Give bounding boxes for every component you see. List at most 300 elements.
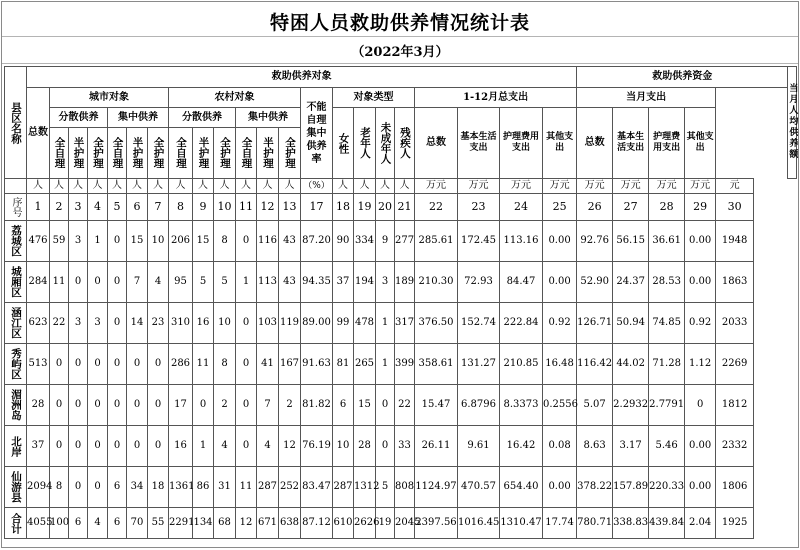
table-cell: 287 bbox=[257, 467, 279, 508]
table-cell: 17 bbox=[169, 385, 193, 426]
table-cell: 0 bbox=[148, 426, 169, 467]
index-cell: 7 bbox=[148, 194, 169, 221]
table-cell: 0 bbox=[148, 385, 169, 426]
table-cell: 10 bbox=[333, 426, 354, 467]
table-cell: 87.12 bbox=[301, 508, 333, 539]
table-cell: 113.16 bbox=[500, 221, 543, 262]
table-cell: 91.63 bbox=[301, 344, 333, 385]
table-cell: 55 bbox=[148, 508, 169, 539]
table-cell: 22 bbox=[395, 385, 415, 426]
index-cell: 6 bbox=[127, 194, 148, 221]
table-cell: 0 bbox=[50, 385, 69, 426]
unit-cell: 人 bbox=[354, 179, 376, 194]
table-cell: 37 bbox=[27, 426, 50, 467]
table-cell: 1863 bbox=[716, 262, 754, 303]
table-cell: 610 bbox=[333, 508, 354, 539]
table-cell: 0 bbox=[108, 262, 127, 303]
table-cell: 220.33 bbox=[649, 467, 685, 508]
table-cell: 287 bbox=[333, 467, 354, 508]
table-cell: 285.61 bbox=[415, 221, 458, 262]
table-cell: 8 bbox=[50, 467, 69, 508]
table-cell: 3 bbox=[376, 262, 395, 303]
table-cell: 33 bbox=[395, 426, 415, 467]
unit-cell: 万元 bbox=[685, 179, 716, 194]
table-cell: 84.47 bbox=[500, 262, 543, 303]
table-cell: 31 bbox=[214, 467, 236, 508]
table-cell: 16.42 bbox=[500, 426, 543, 467]
table-cell: 1 bbox=[236, 262, 257, 303]
table-cell: 0 bbox=[50, 426, 69, 467]
index-cell: 19 bbox=[354, 194, 376, 221]
table-cell: 1.12 bbox=[685, 344, 716, 385]
table-row bbox=[5, 385, 797, 426]
table-cell: 94.35 bbox=[301, 262, 333, 303]
table-cell: 126.71 bbox=[577, 303, 613, 344]
county-name-cell: 合计 bbox=[5, 508, 27, 539]
table-cell: 152.74 bbox=[458, 303, 500, 344]
table-cell: 808 bbox=[395, 467, 415, 508]
table-cell: 189 bbox=[395, 262, 415, 303]
table-cell: 252 bbox=[279, 467, 301, 508]
table-cell: 74.85 bbox=[649, 303, 685, 344]
index-cell: 25 bbox=[543, 194, 577, 221]
table-cell: 0.08 bbox=[543, 426, 577, 467]
minors-header: 未成年人 bbox=[376, 108, 395, 179]
index-cell: 9 bbox=[193, 194, 214, 221]
table-cell: 0.00 bbox=[685, 262, 716, 303]
table-cell: 89.00 bbox=[301, 303, 333, 344]
table-cell: 0 bbox=[236, 426, 257, 467]
table-cell: 16 bbox=[193, 303, 214, 344]
table-cell: 317 bbox=[395, 303, 415, 344]
table-cell: 2291 bbox=[169, 508, 193, 539]
table-cell: 15.47 bbox=[415, 385, 458, 426]
table-cell: 43 bbox=[279, 221, 301, 262]
header-row-1 bbox=[5, 67, 797, 88]
female-header: 女性 bbox=[333, 108, 354, 179]
disabled-header: 残疾人 bbox=[395, 108, 415, 179]
table-cell: 116.42 bbox=[577, 344, 613, 385]
rural-centralized-header: 集中供养 bbox=[236, 108, 301, 128]
urban-centralized-full-care: 全护理 bbox=[148, 128, 169, 179]
table-cell: 90 bbox=[333, 221, 354, 262]
table-cell: 12 bbox=[236, 508, 257, 539]
unit-cell: 人 bbox=[395, 179, 415, 194]
urban-centralized-header: 集中供养 bbox=[108, 108, 169, 128]
table-cell: 15 bbox=[127, 221, 148, 262]
table-cell: 4 bbox=[88, 508, 108, 539]
table-cell: 0 bbox=[236, 385, 257, 426]
table-cell: 12 bbox=[279, 426, 301, 467]
table-cell: 1312 bbox=[354, 467, 376, 508]
table-cell: 0 bbox=[88, 344, 108, 385]
unit-cell: 人 bbox=[50, 179, 69, 194]
table-cell: 5.46 bbox=[649, 426, 685, 467]
table-cell: 0 bbox=[50, 344, 69, 385]
unit-cell: 人 bbox=[257, 179, 279, 194]
table-cell: 2045 bbox=[395, 508, 415, 539]
table-cell: 0.00 bbox=[685, 221, 716, 262]
table-cell: 1812 bbox=[716, 385, 754, 426]
table-cell: 1925 bbox=[716, 508, 754, 539]
table-cell: 15 bbox=[354, 385, 376, 426]
table-cell: 36.61 bbox=[649, 221, 685, 262]
table-cell: 0 bbox=[108, 426, 127, 467]
urban-dispersed-header: 分散供养 bbox=[50, 108, 108, 128]
table-cell: 222.84 bbox=[500, 303, 543, 344]
index-label: 序号 bbox=[5, 194, 27, 221]
table-cell: 83.47 bbox=[301, 467, 333, 508]
month-funds-total-header: 总数 bbox=[577, 108, 613, 179]
table-cell: 4 bbox=[257, 426, 279, 467]
rural-dispersed-half-care: 半护理 bbox=[193, 128, 214, 179]
table-cell: 0.2556 bbox=[543, 385, 577, 426]
table-cell: 0 bbox=[108, 221, 127, 262]
table-cell: 0.00 bbox=[543, 467, 577, 508]
table-cell: 1310.47 bbox=[500, 508, 543, 539]
table-cell: 71.28 bbox=[649, 344, 685, 385]
table-cell: 134 bbox=[193, 508, 214, 539]
table-cell: 2.04 bbox=[685, 508, 716, 539]
index-cell: 8 bbox=[169, 194, 193, 221]
table-cell: 28 bbox=[354, 426, 376, 467]
urban-header: 城市对象 bbox=[50, 88, 169, 108]
table-cell: 167 bbox=[279, 344, 301, 385]
stats-table bbox=[4, 66, 797, 539]
table-cell: 6.8796 bbox=[458, 385, 500, 426]
unit-cell: 万元 bbox=[543, 179, 577, 194]
table-cell: 4055 bbox=[27, 508, 50, 539]
total-header: 总数 bbox=[27, 88, 50, 179]
table-cell: 470.57 bbox=[458, 467, 500, 508]
index-cell: 28 bbox=[649, 194, 685, 221]
table-cell: 0.92 bbox=[685, 303, 716, 344]
county-name-cell: 涵江区 bbox=[5, 303, 27, 344]
unit-cell: 人 bbox=[69, 179, 88, 194]
index-cell: 4 bbox=[88, 194, 108, 221]
table-cell: 513 bbox=[27, 344, 50, 385]
index-cell: 30 bbox=[716, 194, 754, 221]
table-cell: 2033 bbox=[716, 303, 754, 344]
county-name-cell: 仙游县 bbox=[5, 467, 27, 508]
unit-cell: 万元 bbox=[458, 179, 500, 194]
table-cell: 671 bbox=[257, 508, 279, 539]
table-cell: 7 bbox=[127, 262, 148, 303]
annual-other-header: 其他支出 bbox=[543, 108, 577, 179]
table-cell: 0 bbox=[193, 385, 214, 426]
table-cell: 478 bbox=[354, 303, 376, 344]
table-cell: 265 bbox=[354, 344, 376, 385]
table-cell: 206 bbox=[169, 221, 193, 262]
table-cell: 70 bbox=[127, 508, 148, 539]
table-cell: 17.74 bbox=[543, 508, 577, 539]
table-cell: 1 bbox=[376, 303, 395, 344]
unit-cell: 人 bbox=[279, 179, 301, 194]
index-cell: 5 bbox=[108, 194, 127, 221]
unit-cell: 人 bbox=[127, 179, 148, 194]
table-cell: 18 bbox=[148, 467, 169, 508]
table-cell: 0 bbox=[236, 303, 257, 344]
table-cell: 439.84 bbox=[649, 508, 685, 539]
table-cell: 2 bbox=[214, 385, 236, 426]
table-cell: 376.50 bbox=[415, 303, 458, 344]
table-cell: 8 bbox=[214, 221, 236, 262]
table-cell: 0.00 bbox=[543, 262, 577, 303]
index-cell: 20 bbox=[376, 194, 395, 221]
table-cell: 5.07 bbox=[577, 385, 613, 426]
rural-centralized-half-care: 半护理 bbox=[257, 128, 279, 179]
table-cell: 210.30 bbox=[415, 262, 458, 303]
table-cell: 0 bbox=[88, 426, 108, 467]
table-cell: 1948 bbox=[716, 221, 754, 262]
county-header: 县区名称 bbox=[5, 67, 27, 179]
table-cell: 338.83 bbox=[613, 508, 649, 539]
table-cell: 0 bbox=[685, 385, 716, 426]
table-cell: 378.22 bbox=[577, 467, 613, 508]
table-cell: 210.85 bbox=[500, 344, 543, 385]
table-cell: 95 bbox=[169, 262, 193, 303]
index-cell: 23 bbox=[458, 194, 500, 221]
per-capita-header: 当月人均供养额 bbox=[788, 67, 797, 179]
table-row bbox=[5, 344, 797, 385]
month-care-fee-header: 护理费用支出 bbox=[649, 108, 685, 179]
table-cell: 0 bbox=[69, 262, 88, 303]
table-cell: 6 bbox=[333, 385, 354, 426]
unit-cell: （%） bbox=[301, 179, 333, 194]
table-cell: 19 bbox=[376, 508, 395, 539]
table-row bbox=[5, 426, 797, 467]
table-cell: 6 bbox=[69, 508, 88, 539]
noncare-rate-header: 不能自理集中供养率 bbox=[301, 88, 333, 179]
index-cell: 27 bbox=[613, 194, 649, 221]
table-cell: 0 bbox=[127, 426, 148, 467]
rural-centralized-full-care: 全护理 bbox=[279, 128, 301, 179]
annual-funds-total-header: 总数 bbox=[415, 108, 458, 179]
table-cell: 131.27 bbox=[458, 344, 500, 385]
table-cell: 28.53 bbox=[649, 262, 685, 303]
table-cell: 2.7791 bbox=[649, 385, 685, 426]
table-cell: 1016.45 bbox=[458, 508, 500, 539]
rural-centralized-full-self: 全自理 bbox=[236, 128, 257, 179]
table-cell: 334 bbox=[354, 221, 376, 262]
table-row bbox=[5, 221, 797, 262]
table-cell: 3 bbox=[69, 221, 88, 262]
header-row-3 bbox=[5, 108, 797, 128]
table-cell: 0 bbox=[236, 221, 257, 262]
table-cell: 103 bbox=[257, 303, 279, 344]
units-row bbox=[5, 179, 797, 194]
unit-cell: 万元 bbox=[649, 179, 685, 194]
table-cell: 1 bbox=[376, 344, 395, 385]
unit-cell: 人 bbox=[214, 179, 236, 194]
annual-basic-living-header: 基本生活支出 bbox=[458, 108, 500, 179]
table-cell: 623 bbox=[27, 303, 50, 344]
subtitle-divider bbox=[2, 63, 798, 64]
index-cell: 21 bbox=[395, 194, 415, 221]
table-cell: 0 bbox=[108, 303, 127, 344]
table-cell: 1 bbox=[193, 426, 214, 467]
table-row bbox=[5, 303, 797, 344]
table-cell: 1 bbox=[88, 221, 108, 262]
table-cell: 0.00 bbox=[685, 467, 716, 508]
table-cell: 3 bbox=[69, 303, 88, 344]
table-cell: 8.3373 bbox=[500, 385, 543, 426]
table-cell: 113 bbox=[257, 262, 279, 303]
table-cell: 50.94 bbox=[613, 303, 649, 344]
table-cell: 277 bbox=[395, 221, 415, 262]
table-cell: 399 bbox=[395, 344, 415, 385]
table-cell: 37 bbox=[333, 262, 354, 303]
table-cell: 2 bbox=[279, 385, 301, 426]
table-row bbox=[5, 467, 797, 508]
table-cell: 5 bbox=[193, 262, 214, 303]
table-cell: 26.11 bbox=[415, 426, 458, 467]
table-cell: 56.15 bbox=[613, 221, 649, 262]
table-cell: 3.17 bbox=[613, 426, 649, 467]
index-cell: 24 bbox=[500, 194, 543, 221]
table-cell: 157.89 bbox=[613, 467, 649, 508]
index-cell: 3 bbox=[69, 194, 88, 221]
table-cell: 41 bbox=[257, 344, 279, 385]
index-cell: 17 bbox=[301, 194, 333, 221]
county-name-cell: 北岸 bbox=[5, 426, 27, 467]
table-cell: 87.20 bbox=[301, 221, 333, 262]
table-cell: 59 bbox=[50, 221, 69, 262]
unit-cell: 元 bbox=[716, 179, 754, 194]
target-type-header: 对象类型 bbox=[333, 88, 415, 108]
table-cell: 4 bbox=[214, 426, 236, 467]
table-cell: 310 bbox=[169, 303, 193, 344]
urban-dispersed-full-care: 全护理 bbox=[88, 128, 108, 179]
table-cell: 23 bbox=[148, 303, 169, 344]
unit-cell: 万元 bbox=[500, 179, 543, 194]
unit-cell: 人 bbox=[169, 179, 193, 194]
rural-dispersed-full-self: 全自理 bbox=[169, 128, 193, 179]
table-cell: 0 bbox=[88, 385, 108, 426]
table-cell: 52.90 bbox=[577, 262, 613, 303]
table-cell: 22 bbox=[50, 303, 69, 344]
unit-cell: 人 bbox=[333, 179, 354, 194]
data-rows bbox=[5, 221, 797, 539]
unit-cell: 人 bbox=[148, 179, 169, 194]
table-cell: 0 bbox=[69, 344, 88, 385]
table-cell: 780.71 bbox=[577, 508, 613, 539]
table-cell: 2332 bbox=[716, 426, 754, 467]
rural-dispersed-full-care: 全护理 bbox=[214, 128, 236, 179]
table-cell: 284 bbox=[27, 262, 50, 303]
table-cell: 0 bbox=[88, 467, 108, 508]
index-cell: 11 bbox=[236, 194, 257, 221]
index-cell: 13 bbox=[279, 194, 301, 221]
table-cell: 194 bbox=[354, 262, 376, 303]
table-cell: 11 bbox=[50, 262, 69, 303]
table-cell: 0 bbox=[376, 426, 395, 467]
table-cell: 638 bbox=[279, 508, 301, 539]
table-cell: 0 bbox=[376, 385, 395, 426]
table-cell: 9.61 bbox=[458, 426, 500, 467]
urban-dispersed-full-self: 全自理 bbox=[50, 128, 69, 179]
table-cell: 100 bbox=[50, 508, 69, 539]
annual-total-header: 1-12月总支出 bbox=[415, 88, 577, 108]
table-cell: 28 bbox=[27, 385, 50, 426]
county-name-cell: 城厢区 bbox=[5, 262, 27, 303]
urban-centralized-half-care: 半护理 bbox=[127, 128, 148, 179]
urban-centralized-full-self: 全自理 bbox=[108, 128, 127, 179]
index-cell: 22 bbox=[415, 194, 458, 221]
table-cell: 172.45 bbox=[458, 221, 500, 262]
table-cell: 81 bbox=[333, 344, 354, 385]
title-divider bbox=[2, 36, 798, 37]
table-cell: 358.61 bbox=[415, 344, 458, 385]
table-cell: 0 bbox=[69, 385, 88, 426]
rural-header: 农村对象 bbox=[169, 88, 301, 108]
table-cell: 0 bbox=[236, 344, 257, 385]
table-cell: 24.37 bbox=[613, 262, 649, 303]
table-cell: 2626 bbox=[354, 508, 376, 539]
table-cell: 0.00 bbox=[543, 221, 577, 262]
table-cell: 76.19 bbox=[301, 426, 333, 467]
table-cell: 11 bbox=[193, 344, 214, 385]
unit-cell: 人 bbox=[88, 179, 108, 194]
page-title: 特困人员救助供养情况统计表 bbox=[269, 12, 530, 34]
table-cell: 2.2932 bbox=[613, 385, 649, 426]
table-cell: 0.00 bbox=[685, 426, 716, 467]
index-cell: 2 bbox=[50, 194, 69, 221]
rural-dispersed-header: 分散供养 bbox=[169, 108, 236, 128]
table-cell: 8.63 bbox=[577, 426, 613, 467]
table-cell: 14 bbox=[127, 303, 148, 344]
table-cell: 10 bbox=[214, 303, 236, 344]
table-cell: 34 bbox=[127, 467, 148, 508]
table-row bbox=[5, 262, 797, 303]
table-cell: 11 bbox=[236, 467, 257, 508]
table-cell: 6 bbox=[108, 467, 127, 508]
table-cell: 86 bbox=[193, 467, 214, 508]
support-targets-header: 救助供养对象 bbox=[27, 67, 577, 88]
unit-cell: 万元 bbox=[577, 179, 613, 194]
table-cell: 5 bbox=[214, 262, 236, 303]
table-cell: 92.76 bbox=[577, 221, 613, 262]
table-cell: 0 bbox=[69, 467, 88, 508]
statistics-sheet bbox=[1, 1, 799, 548]
index-cell: 12 bbox=[257, 194, 279, 221]
county-name-cell: 湄洲岛 bbox=[5, 385, 27, 426]
table-cell: 2397.56 bbox=[415, 508, 458, 539]
table-cell: 16.48 bbox=[543, 344, 577, 385]
table-cell: 6 bbox=[108, 508, 127, 539]
table-cell: 15 bbox=[193, 221, 214, 262]
table-cell: 9 bbox=[376, 221, 395, 262]
table-cell: 10 bbox=[148, 221, 169, 262]
table-cell: 44.02 bbox=[613, 344, 649, 385]
table-cell: 2269 bbox=[716, 344, 754, 385]
table-cell: 0 bbox=[148, 344, 169, 385]
month-other-header: 其他支出 bbox=[685, 108, 716, 179]
table-cell: 1806 bbox=[716, 467, 754, 508]
table-cell: 0 bbox=[108, 385, 127, 426]
table-cell: 81.82 bbox=[301, 385, 333, 426]
index-cell: 18 bbox=[333, 194, 354, 221]
table-cell: 1124.97 bbox=[415, 467, 458, 508]
table-cell: 654.40 bbox=[500, 467, 543, 508]
index-cell: 10 bbox=[214, 194, 236, 221]
unit-cell: 万元 bbox=[415, 179, 458, 194]
table-cell: 0 bbox=[69, 426, 88, 467]
unit-cell: 人 bbox=[376, 179, 395, 194]
table-cell: 116 bbox=[257, 221, 279, 262]
header-row-2 bbox=[5, 88, 797, 108]
index-cell: 26 bbox=[577, 194, 613, 221]
